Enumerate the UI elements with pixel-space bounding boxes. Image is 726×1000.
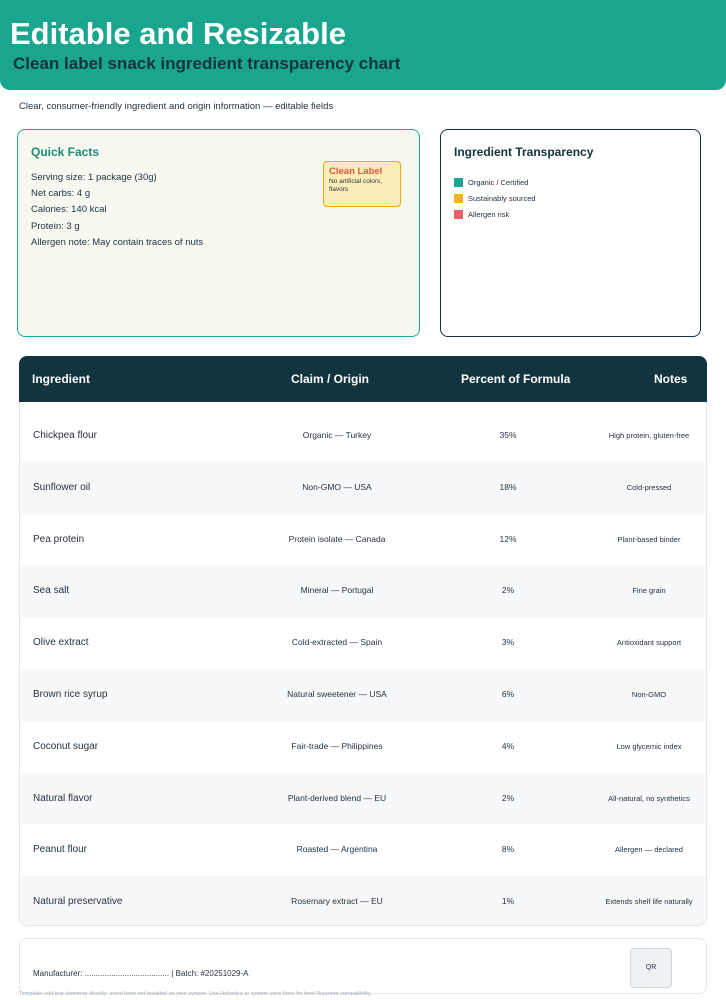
cell-notes[interactable]: Non-GMO: [631, 689, 667, 699]
page-title: Editable and Resizable: [10, 16, 346, 51]
cell-percent[interactable]: 2%: [501, 585, 515, 596]
cell-claim[interactable]: Roasted — Argentina: [296, 844, 378, 855]
legend-label-allergen: Allergen risk: [468, 209, 510, 219]
cell-percent[interactable]: 18%: [499, 481, 517, 492]
clean-label-note: No artificial colors, flavors: [329, 178, 383, 194]
cell-notes[interactable]: Antioxidant support: [616, 638, 682, 648]
cell-ingredient[interactable]: Chickpea flour: [33, 430, 97, 441]
cell-claim[interactable]: Cold-extracted — Spain: [291, 637, 383, 648]
cell-ingredient[interactable]: Pea protein: [33, 533, 85, 545]
cell-notes[interactable]: Allergen — declared: [615, 845, 683, 855]
legend-swatch-organic: [454, 178, 463, 187]
quick-facts-title: Quick Facts: [31, 145, 100, 159]
cell-notes[interactable]: Plant-based binder: [617, 534, 681, 544]
legend: [454, 174, 536, 222]
header-ingredient: Ingredient: [32, 372, 91, 386]
header-percent: Percent of Formula: [461, 372, 571, 386]
table-row: [20, 824, 706, 876]
table-row: [20, 514, 706, 566]
legend-item-allergen: [454, 206, 536, 222]
ingredient-transparency-card: [440, 129, 701, 337]
table-row: [20, 617, 706, 669]
cell-percent[interactable]: 3%: [501, 637, 515, 648]
manufacturer-batch[interactable]: Manufacturer: ...................................... | Batch: #20251029-A: [33, 969, 249, 978]
cell-notes[interactable]: Cold-pressed: [626, 482, 672, 492]
cell-claim[interactable]: Protein isolate — Canada: [288, 533, 386, 544]
cell-notes[interactable]: All-natural, no synthetics: [608, 793, 690, 803]
legend-label-sustainable: Sustainably sourced: [468, 193, 536, 203]
legend-swatch-sustainable: [454, 194, 463, 203]
template-note: Template: edit text elements directly; avoid fonts not installed on your system. Use Helvetica or system sans fonts for best Illustrator compatibility.: [19, 991, 372, 997]
table-row: [20, 565, 706, 617]
header-banner: [0, 0, 726, 90]
cell-claim[interactable]: Mineral — Portugal: [300, 585, 374, 596]
cell-claim[interactable]: Non-GMO — USA: [302, 481, 372, 492]
fact-protein[interactable]: Protein: 3 g: [31, 220, 80, 232]
clean-label-title: Clean Label: [329, 166, 383, 177]
legend-item-sustainable: [454, 190, 536, 206]
cell-percent[interactable]: 12%: [499, 533, 517, 544]
header-notes: Notes: [654, 372, 688, 386]
cell-claim[interactable]: Rosemary extract — EU: [291, 896, 383, 907]
cell-ingredient[interactable]: Peanut flour: [33, 844, 87, 856]
legend-label-organic: Organic / Certified: [468, 177, 529, 187]
cell-claim[interactable]: Natural sweetener — USA: [287, 688, 387, 699]
transparency-title: Ingredient Transparency: [454, 145, 594, 159]
table-row: [20, 773, 706, 825]
table-row: [20, 721, 706, 773]
cell-percent[interactable]: 6%: [501, 688, 515, 699]
table-row: [20, 876, 706, 926]
ingredient-table: [19, 402, 707, 926]
cell-percent[interactable]: 35%: [499, 430, 517, 440]
cell-ingredient[interactable]: Coconut sugar: [33, 740, 99, 752]
cell-claim[interactable]: Plant-derived blend — EU: [287, 792, 387, 803]
table-row: [20, 669, 706, 721]
table-header: [19, 356, 707, 402]
quick-facts-list: [31, 170, 203, 251]
cell-ingredient[interactable]: Brown rice syrup: [33, 688, 108, 700]
fact-net-carbs[interactable]: Net carbs: 4 g: [31, 188, 91, 200]
cell-ingredient[interactable]: Natural flavor: [33, 792, 93, 804]
clean-label-badge: [323, 161, 401, 207]
cell-percent[interactable]: 1%: [501, 896, 515, 907]
legend-item-organic: [454, 174, 536, 190]
header-claim-origin: Claim / Origin: [291, 372, 370, 386]
fact-serving-size[interactable]: Serving size: 1 package (30g): [31, 172, 157, 183]
cell-percent[interactable]: 8%: [501, 844, 515, 855]
fact-calories[interactable]: Calories: 140 kcal: [31, 204, 107, 216]
footer-panel: [19, 938, 707, 994]
cell-claim[interactable]: Fair-trade — Philippines: [291, 740, 383, 751]
page-subtitle: Clean label snack ingredient transparency chart: [13, 54, 401, 73]
table-row: [20, 462, 706, 514]
cell-notes[interactable]: Extends shelf life naturally: [605, 897, 693, 907]
cell-notes[interactable]: Fine grain: [632, 586, 666, 596]
quick-facts-card: [17, 129, 420, 337]
qr-placeholder: QR: [630, 948, 672, 988]
cell-percent[interactable]: 2%: [501, 792, 515, 803]
cell-ingredient[interactable]: Olive extract: [33, 637, 89, 649]
intro-text: Clear, consumer-friendly ingredient and origin information — editable fields: [19, 101, 334, 112]
table-row: [20, 410, 706, 462]
cell-notes[interactable]: High protein, gluten-free: [608, 431, 690, 440]
fact-allergen-note[interactable]: Allergen note: May contain traces of nuts: [31, 236, 204, 248]
legend-swatch-allergen: [454, 210, 463, 219]
cell-ingredient[interactable]: Sea salt: [33, 585, 70, 597]
cell-notes[interactable]: Low glycemic index: [616, 741, 682, 751]
cell-ingredient[interactable]: Sunflower oil: [33, 481, 91, 493]
cell-ingredient[interactable]: Natural preservative: [33, 896, 123, 908]
cell-claim[interactable]: Organic — Turkey: [302, 430, 372, 440]
cell-percent[interactable]: 4%: [501, 740, 515, 751]
